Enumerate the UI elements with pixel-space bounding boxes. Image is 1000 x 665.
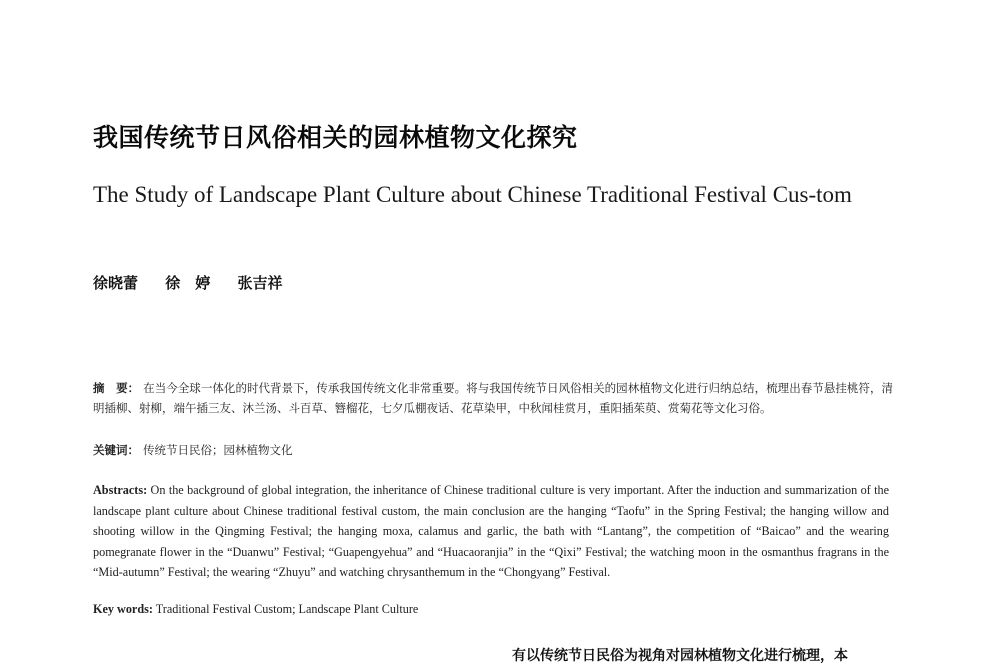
author-1: 徐晓蕾	[93, 274, 139, 292]
author-3: 张吉祥	[237, 274, 283, 292]
author-2: 徐 婷	[165, 274, 211, 292]
chinese-abstract	[93, 378, 893, 418]
english-abstract-text: On the background of global integration, the inheritance of Chinese traditional culture is very important. After the induction and summarization of the landscape plant culture about Chinese traditional festival custom, the main conclusion are the hanging “Taofu” in the Spring Festival; the hanging willow and shooting willow in the Qingming Festival; the hanging moxa, calamus and garlic, the bath with “Lantang”, the competition of “Baicao” and the wearing pomegranate flower in the “Duanwu” Festival; “Guapengyehua” and “Huacaoranjia” in the “Qixi” Festival; the watching moon in the osmanthus fragrans in the “Mid-autumn” Festival; the wearing “Zhuyu” and watching chrysanthemum in the “Chongyang” Festival.	[93, 483, 889, 580]
body-text-fragment: 有以传统节日民俗为视角对园林植物文化进行梳理，本	[512, 648, 848, 664]
english-title	[93, 178, 893, 212]
author-list	[93, 272, 305, 293]
english-title-text: The Study of Landscape Plant Culture about Chinese Traditional Festival Cus-tom	[93, 182, 852, 207]
english-keywords	[93, 600, 893, 618]
english-abstract-label: Abstracts:	[93, 483, 148, 497]
chinese-abstract-text: 在当今全球一体化的时代背景下，传承我国传统文化非常重要。将与我国传统节日风俗相关的园林植物文化进行归纳总结，梳理出春节悬挂桃符，清明插柳、射柳，端午插三友、沐兰汤、斗百草、簪榴花，七夕瓜棚夜话、花草染甲，中秋闻桂赏月，重阳插茱萸、赏菊花等文化习俗。	[93, 381, 894, 415]
chinese-keywords-text: 传统节日民俗；园林植物文化	[143, 443, 293, 457]
chinese-keywords	[93, 441, 893, 459]
english-keywords-text: Traditional Festival Custom; Landscape Plant Culture	[155, 602, 419, 616]
english-keywords-label: Key words:	[93, 602, 153, 616]
chinese-abstract-label: 摘 要：	[93, 381, 140, 395]
english-abstract	[93, 480, 889, 583]
chinese-keywords-label: 关键词：	[93, 443, 139, 457]
chinese-title: 我国传统节日风俗相关的园林植物文化探究	[93, 123, 578, 152]
